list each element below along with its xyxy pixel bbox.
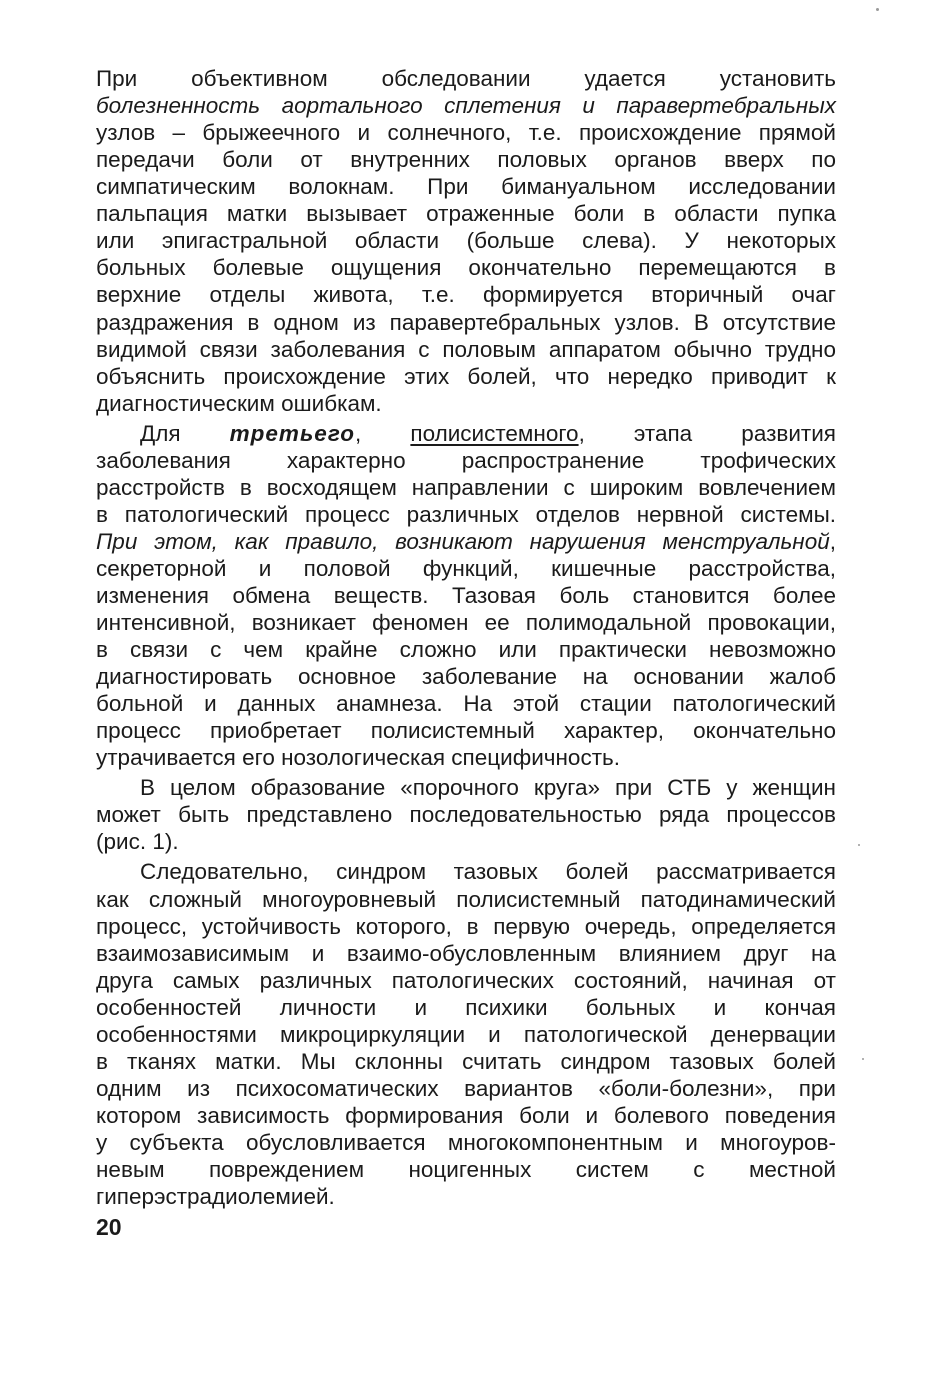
text-line — [96, 527, 836, 557]
text-run: больной и данных анамнеза. На этой стации патологический — [96, 691, 836, 717]
text-line — [96, 827, 836, 857]
text-run: взаимозависимым и взаимо-обусловленным влиянием друг на — [96, 940, 836, 966]
text-run: одним из психосоматических вариантов «боли-болезни», при — [96, 1075, 836, 1101]
text-line — [96, 280, 836, 310]
text-line — [96, 308, 836, 338]
text-run: видимой связи заболевания с половым аппаратом обычно трудно — [96, 336, 836, 362]
text-line — [96, 253, 836, 283]
text-run: процесс, устойчивость которого, в первую очередь, определяется — [96, 913, 836, 939]
text-line — [96, 199, 836, 229]
text-line — [96, 1074, 836, 1104]
text-line — [96, 912, 836, 942]
text-run: котором зависимость формирования боли и болевого поведения — [96, 1102, 836, 1128]
text-run: расстройств в восходящем направлении с широким вовлечением — [96, 474, 836, 500]
text-line — [96, 662, 836, 692]
text-run: секреторной и половой функций, кишечные расстройства, — [96, 555, 836, 581]
text-run: или эпигастральной области (больше слева). У некоторых — [96, 228, 836, 254]
text-line — [96, 581, 836, 611]
emphasis-italic: При этом, как правило, возникают нарушения менструальной — [96, 528, 830, 554]
text-run: в тканях матки. Мы склонны считать синдром тазовых болей — [96, 1048, 836, 1074]
text-run: объяснить происхождение этих болей, что нередко приводит к — [96, 363, 836, 389]
text-run: невым повреждением ноцигенных систем с местной — [96, 1157, 836, 1182]
text-run: гиперэстрадиолемией. — [96, 1184, 335, 1209]
text-line — [140, 419, 836, 449]
text-line — [96, 473, 836, 503]
text-line — [96, 446, 836, 476]
text-run: диагностировать основное заболевание на основании жалоб — [96, 664, 836, 690]
text-line — [96, 335, 836, 365]
text-run: особенностями микроциркуляции и патологической денервации — [96, 1021, 836, 1047]
text-line — [96, 118, 836, 148]
text-line — [96, 362, 836, 392]
text-line — [96, 966, 836, 996]
text-run: передачи боли от внутренних половых органов вверх по — [96, 147, 836, 173]
text-line — [96, 716, 836, 746]
text-run: верхние отделы живота, т.е. формируется вторичный очаг — [96, 282, 836, 308]
text-line — [96, 939, 836, 969]
text-run: , — [355, 420, 411, 446]
text-line — [96, 91, 836, 121]
text-run: диагностическим ошибкам. — [96, 390, 382, 416]
text-line — [96, 389, 836, 419]
text-run: в связи с чем крайне сложно или практически невозможно — [96, 637, 836, 662]
text-line — [96, 554, 836, 584]
text-run: друга самых различных патологических состояний, начиная от — [96, 967, 836, 993]
text-run: симпатическим волокнам. При бимануальном исследовании — [96, 174, 836, 200]
scan-speck — [876, 8, 879, 11]
text-run: может быть представлено последовательностью ряда процессов — [96, 802, 836, 828]
text-run: утрачивается его нозологическая специфичность. — [96, 745, 620, 771]
text-run: у субъекта обусловливается многокомпонентным и многоуров- — [96, 1129, 836, 1155]
text-run: как сложный многоуровневый полисистемный патодинамический — [96, 886, 836, 912]
text-run: процесс приобретает полисистемный характер, окончательно — [96, 718, 836, 744]
text-line — [96, 1047, 836, 1077]
text-line — [140, 857, 836, 887]
text-run: интенсивной, возникает феномен ее полимодальной провокации, — [96, 610, 836, 635]
text-line — [96, 226, 836, 256]
text-line — [96, 172, 836, 202]
text-line — [96, 635, 836, 665]
text-line — [140, 773, 836, 803]
text-run: В целом образование «порочного круга» при СТБ у женщин — [140, 775, 836, 801]
scan-speck — [858, 844, 860, 846]
text-run: заболевания характерно распространение трофических — [96, 447, 836, 473]
text-line — [96, 1101, 836, 1131]
text-run: особенностей личности и психики больных и кончая — [96, 994, 836, 1020]
text-run: изменения обмена веществ. Тазовая боль становится более — [96, 583, 836, 608]
text-run: Для — [140, 420, 230, 446]
text-run: раздражения в одном из паравертебральных узлов. В отсутствие — [96, 309, 836, 335]
text-run: пальпация матки вызывает отраженные боли в области пупка — [96, 201, 836, 227]
text-line — [96, 800, 836, 830]
text-line — [96, 1020, 836, 1050]
text-line — [96, 500, 836, 530]
text-line — [96, 1155, 836, 1185]
text-run: в патологический процесс различных отделов нервной системы. — [96, 501, 836, 527]
emphasis-italic: болезненность аортального сплетения и паравертебральных — [96, 93, 836, 118]
text-line — [96, 689, 836, 719]
text-run: , — [829, 528, 836, 554]
text-line — [96, 608, 836, 638]
text-run: , этапа развития — [578, 420, 836, 446]
text-line — [96, 993, 836, 1023]
text-run: При объективном обследовании удается установить — [96, 66, 836, 91]
text-run: Следовательно, синдром тазовых болей рассматривается — [140, 859, 836, 885]
text-run: больных болевые ощущения окончательно перемещаются в — [96, 255, 836, 281]
text-line — [96, 1182, 836, 1212]
text-line — [96, 145, 836, 175]
emphasis-bold-italic: третьего — [229, 420, 356, 446]
text-line — [96, 1128, 836, 1158]
text-line — [96, 743, 836, 773]
emphasis-underline: полисистемного — [410, 420, 579, 446]
text-run: узлов – брыжеечного и солнечного, т.е. происхождение прямой — [96, 120, 836, 146]
text-run: (рис. 1). — [96, 829, 179, 855]
scan-speck — [862, 1058, 864, 1060]
text-line — [96, 885, 836, 915]
page-number: 20 — [96, 1214, 122, 1240]
text-line — [96, 64, 836, 94]
